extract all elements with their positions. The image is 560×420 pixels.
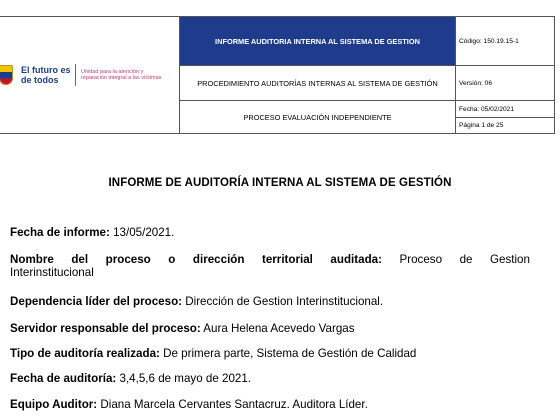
logo bbox=[0, 64, 179, 86]
field-label-word: Nombre bbox=[10, 253, 54, 266]
field-label-word: del bbox=[71, 253, 89, 266]
field-label: Servidor responsable del proceso: bbox=[10, 322, 201, 335]
field-report-date bbox=[10, 226, 530, 239]
field-value: Aura Helena Acevedo Vargas bbox=[200, 322, 355, 335]
field-label: Fecha de informe: bbox=[10, 226, 110, 239]
header-title: INFORME AUDITORIA INTERNA AL SISTEMA DE GESTION bbox=[180, 17, 456, 66]
field-label-word: o bbox=[168, 253, 176, 266]
field-value: De primera parte, Sistema de Gestión de Calidad bbox=[159, 347, 417, 360]
field-label-word: dirección bbox=[192, 253, 245, 266]
field-label: Dependencia líder del proceso: bbox=[10, 295, 183, 308]
field-audit-type bbox=[10, 347, 530, 360]
field-value-word: Proceso bbox=[399, 253, 443, 266]
field-value: Diana Marcela Cervantes Santacruz. Auditora Líder. bbox=[97, 398, 368, 411]
field-responsible bbox=[10, 322, 530, 335]
header-date: Fecha: 05/02/2021 bbox=[459, 105, 514, 113]
logo-divider bbox=[75, 64, 76, 86]
field-value-word: de bbox=[459, 253, 473, 266]
header-process: PROCESO EVALUACIÓN INDEPENDIENTE bbox=[180, 101, 456, 134]
field-label: Equipo Auditor: bbox=[10, 398, 98, 411]
header-code: Código: 150.19.15-1 bbox=[456, 17, 555, 66]
header-version: Versión: 06 bbox=[456, 66, 555, 101]
colombia-shield-icon bbox=[0, 65, 13, 85]
field-process-audited-line-1 bbox=[10, 253, 530, 266]
logo-sub-text: Unidad para la atención y reparación integral a las víctimas bbox=[81, 69, 162, 81]
field-process-audited bbox=[10, 253, 530, 279]
field-value: 3,4,5,6 de mayo de 2021. bbox=[116, 372, 252, 385]
logo-cell bbox=[0, 17, 180, 134]
field-label-word: territorial bbox=[261, 253, 313, 266]
field-value-word: Gestion bbox=[490, 253, 530, 266]
field-label-word: proceso bbox=[105, 253, 151, 266]
document-title: INFORME DE AUDITORÍA INTERNA AL SISTEMA DE GESTIÓN bbox=[108, 177, 452, 189]
header-page: Página 1 de 25 bbox=[456, 117, 554, 133]
header-procedure: PROCEDIMIENTO AUDITORÍAS INTERNAS AL SISTEMA DE GESTIÓN bbox=[180, 66, 456, 101]
field-value: 13/05/2021. bbox=[109, 226, 175, 239]
document-header-table bbox=[0, 16, 555, 134]
field-value: Dirección de Gestion Interinstitucional. bbox=[182, 295, 384, 308]
header-date-page bbox=[456, 101, 555, 134]
field-label: Fecha de auditoría: bbox=[10, 372, 117, 385]
field-label-word: auditada: bbox=[330, 253, 382, 266]
field-leading-dependency bbox=[10, 295, 530, 308]
logo-main-text: El futuro es de todos bbox=[21, 65, 71, 85]
field-label: Tipo de auditoría realizada: bbox=[10, 347, 160, 360]
field-audit-date bbox=[10, 372, 530, 385]
field-audit-team bbox=[10, 398, 530, 411]
field-value-line-2: Interinstitucional bbox=[10, 266, 94, 279]
